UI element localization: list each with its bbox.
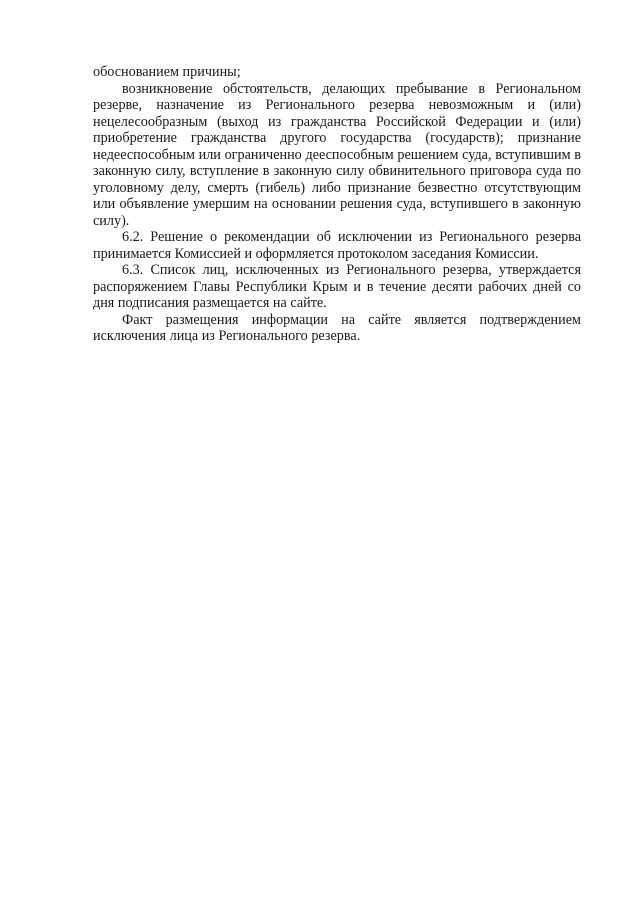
document-body (93, 64, 581, 345)
paragraph-circumstances: возникновение обстоятельств, делающих пребывание в Региональном резерве, назначение из Регионального резерва невозможным и (или) нецелесообразным (выход из гражданства Российской Федерации и (или) приобретение гражданства другого государства (государств); признание недееспособным или ограниченно дееспособным решением суда, вступившим в законную силу, вступление в законную силу обвинительного приговора суда по уголовному делу, смерть (гибель) либо признание безвестно отсутствующим или объявление умершим на основании решения суда, вступившего в законную силу). (93, 80, 581, 229)
paragraph-publication-fact: Факт размещения информации на сайте является подтверждением исключения лица из Регионального резерва. (93, 311, 581, 344)
paragraph-6-2: 6.2. Решение о рекомендации об исключении из Регионального резерва принимается Комиссией и оформляется протоколом заседания Комиссии. (93, 229, 581, 262)
paragraph-6-3: 6.3. Список лиц, исключенных из Регионального резерва, утверждается распоряжением Главы Республики Крым и в течение десяти рабочих дней со дня подписания размещается на сайте. (93, 262, 581, 311)
paragraph-continuation: обоснованием причины; (93, 64, 241, 80)
